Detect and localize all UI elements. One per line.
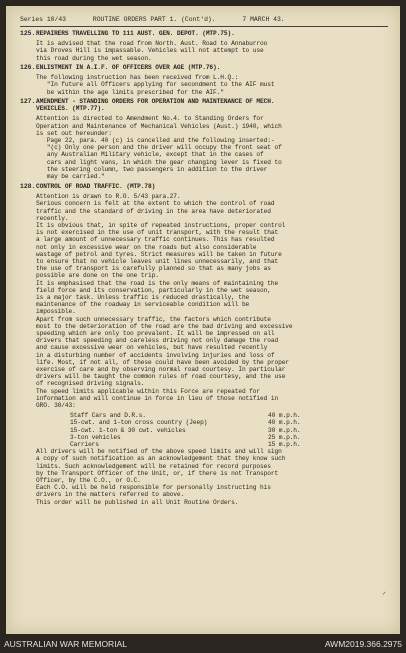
body-line: not only in excessive wear on the roads but also considerable bbox=[36, 243, 257, 251]
speed-limit-value: 15 m.p.h. bbox=[268, 441, 301, 448]
body-line: and cause excessive wear on vehicles, but have resulted recently bbox=[36, 344, 268, 352]
body-line: The speed limits applicable within this Force are repeated for bbox=[36, 387, 261, 395]
body-line: Serious concern is felt at the extent to which the control of road bbox=[36, 200, 275, 208]
item-number: 126. bbox=[20, 64, 36, 71]
body-line: possible are done on the one trip. bbox=[36, 272, 159, 280]
speed-limit-vehicle: Carriers bbox=[70, 441, 99, 448]
footer-bar bbox=[0, 636, 406, 653]
body-line: maintenance of the roadway in serviceable condition will be bbox=[36, 301, 250, 309]
body-line: drivers in the matters referred to above. bbox=[36, 491, 185, 499]
body-line: is not exercised in the use of unit transport, with the result that bbox=[36, 229, 279, 237]
body-line: exercise of care and by observing normal road courtesy. In particular bbox=[36, 366, 286, 373]
speed-limit-value: 40 m.p.h. bbox=[268, 412, 301, 420]
body-line: wastage of petrol and tyres. Strict measures will be taken in future bbox=[36, 250, 282, 258]
item-title: CONTROL OF ROAD TRAFFIC. (MTP.78) bbox=[36, 183, 156, 190]
body-line: drivers will be taught the common rules of road courtesy, and the use bbox=[36, 373, 286, 381]
body-line: Apart from such unnecessary traffic, the factors which contribute bbox=[36, 315, 271, 323]
body-line: Attention is drawn to R.O. 5/43 para.27. bbox=[36, 193, 181, 201]
body-line: a copy of such notification as an acknowledgement that they know such bbox=[36, 455, 286, 463]
body-line: information and will continue in force in lieu of those notified in bbox=[36, 394, 279, 402]
body-line: cars and light vans, in which the gear changing lever is fixed to bbox=[36, 158, 282, 166]
body-line: The following instruction has been received from L.H.Q.: bbox=[36, 74, 239, 82]
speed-limit-vehicle: 15-cwt. 1-ton & 30 cwt. vehicles bbox=[70, 426, 186, 434]
body-line: this road during the wet season. bbox=[36, 54, 152, 62]
body-line: be within the age limits prescribed for the AIF." bbox=[36, 88, 224, 96]
body-line: via Droves Hill is impassable. Vehicles will not attempt to use bbox=[36, 47, 264, 55]
body-line: the use of transport is carefully planned so that as many jobs as bbox=[36, 265, 271, 273]
footer-accession: AWM2019.366.2975 bbox=[324, 639, 402, 649]
body-line: GRO. 30/43: bbox=[36, 402, 76, 409]
body-line: speeding which are only too prevalent. It will be impressed on all bbox=[36, 330, 275, 337]
body-line: Operation and Maintenance of Mechanical Vehicles (Aust.) 1940, which bbox=[36, 122, 282, 130]
body-line: impossible. bbox=[36, 308, 76, 316]
body-line: Each C.O. will be held responsible for personally instructing his bbox=[36, 484, 271, 492]
item-number: 125. bbox=[20, 30, 36, 37]
body-line: "In future all Officers applying for secondment to the AIF must bbox=[36, 81, 275, 89]
body-line: recently. bbox=[36, 214, 69, 222]
body-line: Page 22, para. 40 (c) is cancelled and the following inserted:- bbox=[36, 137, 275, 144]
body-line: It is obvious that, in spite of repeated instructions, proper control bbox=[36, 222, 286, 229]
speed-limit-vehicle: Staff Cars and D.R.s. bbox=[70, 412, 146, 420]
speed-limit-vehicle: 3-ton vehicles bbox=[70, 433, 121, 441]
body-line: may be carried." bbox=[36, 173, 105, 180]
body-line: It is advised that the road from North. Aust. Road to Annaburroo bbox=[36, 40, 268, 48]
page-header: Series 10/43 ROUTINE ORDERS PART 1. (Cont'd). 7 MARCH 43. bbox=[20, 16, 285, 23]
item-title: AMENDMENT - STANDING ORDERS FOR OPERATION AND MAINTENANCE OF MECH. bbox=[36, 98, 275, 105]
header-rule bbox=[20, 26, 388, 27]
body-line: a large amount of unnecessary traffic continues. This has resulted bbox=[36, 236, 275, 244]
body-line: is a major task. Unless traffic is reduced drastically, the bbox=[36, 294, 250, 301]
body-line: It is emphasised that the road is the only means of maintaining the bbox=[36, 279, 279, 287]
speed-limit-value: 40 m.p.h. bbox=[268, 419, 301, 427]
body-line: to ensure that no vehicle leaves unit lines unnecessarily, and that bbox=[36, 258, 279, 265]
body-line: limits. Such acknowledgement will be retained for record purposes bbox=[36, 462, 271, 470]
body-line: of recognised driving signals. bbox=[36, 380, 145, 388]
item-title: ENLISTMENT IN A.I.F. OF OFFICERS OVER AGE (MTP.76). bbox=[36, 64, 221, 71]
speed-limit-value: 30 m.p.h. bbox=[268, 426, 301, 434]
document-page bbox=[6, 6, 400, 634]
body-line: is set out hereunder: bbox=[36, 129, 112, 137]
body-line: drivers that speeding and careless driving not only damage the road bbox=[36, 337, 279, 345]
body-line: any Australian Military vehicle, except that in the cases of bbox=[36, 151, 264, 159]
body-line: traffic and the standard of driving in the area have deteriorated bbox=[36, 207, 271, 215]
body-line: Attention is directed to Amendment No.4. to Standing Orders for bbox=[36, 115, 264, 123]
footer-institution: AUSTRALIAN WAR MEMORIAL bbox=[4, 639, 127, 649]
body-line: life. Most, if not all, of these could have been avoided by the proper bbox=[36, 358, 289, 366]
item-title: VEHICLES. (MTP.77). bbox=[36, 105, 105, 113]
pencil-mark: ᐟ bbox=[382, 591, 386, 601]
speed-limit-value: 25 m.p.h. bbox=[268, 433, 301, 441]
item-number: 127. bbox=[20, 98, 36, 105]
body-line: in a disturbing number of accidents involving injuries and loss of bbox=[36, 351, 275, 359]
item-number: 128. bbox=[20, 183, 36, 190]
item-title: REPAIRERS TRAVELLING TO 111 AUST. GEN. DEPOT. (MTP.75). bbox=[36, 30, 235, 37]
body-line: Officer, by the C.O., or O.C. bbox=[36, 477, 141, 484]
body-line: "(c) Only one person and the driver will occupy the front seat of bbox=[36, 144, 282, 152]
body-line: This order will be published in all Unit Routine Orders. bbox=[36, 498, 239, 506]
body-line: All drivers will be notified of the above speed limits and will sign bbox=[36, 448, 282, 456]
body-line: most to the deterioration of the road are the bad driving and excessive bbox=[36, 322, 293, 330]
body-line: the steering column, two passengers in addition to the driver bbox=[36, 165, 268, 173]
body-line: field force and its conservation, particularly in the wet season, bbox=[36, 286, 271, 294]
speed-limit-vehicle: 15-cwt. and 1-ton cross country (Jeep) bbox=[70, 419, 208, 427]
body-line: by the Transport Officer of the Unit, or, if there is not Transport bbox=[36, 469, 279, 477]
